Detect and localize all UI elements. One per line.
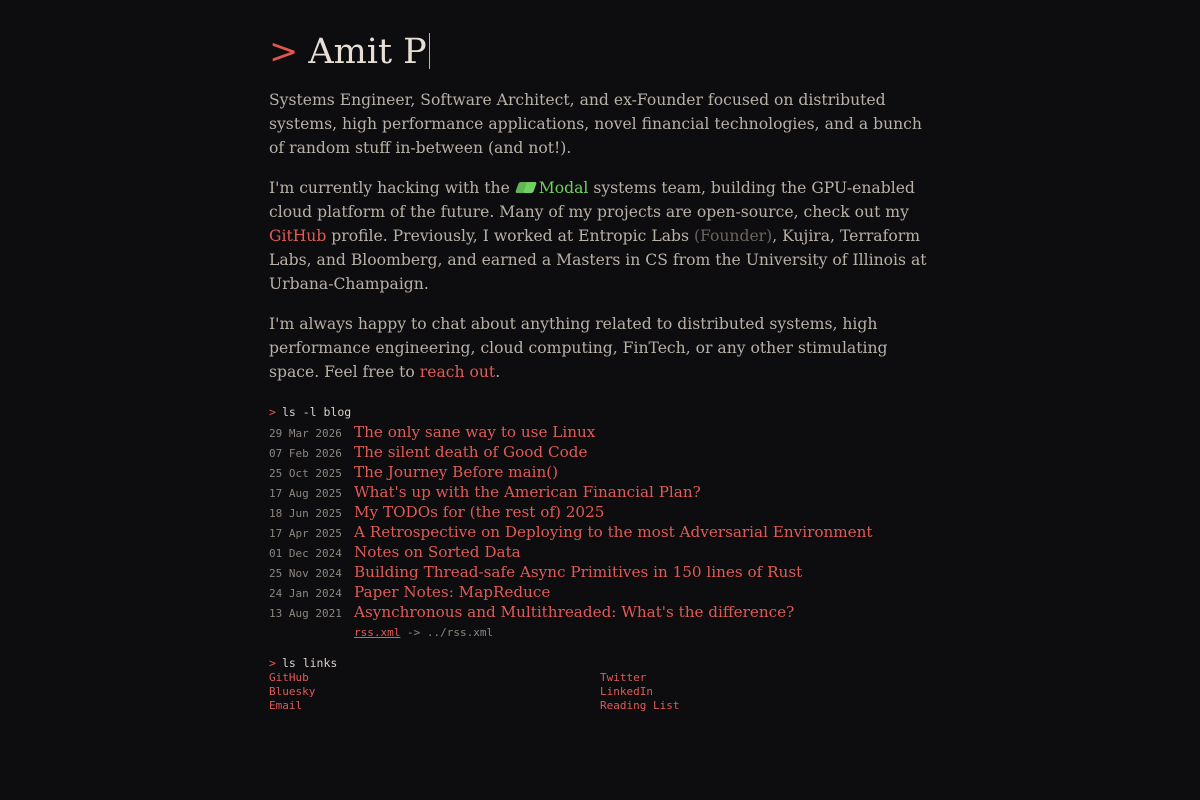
post-date: 29 Mar 2026 (269, 427, 342, 440)
post-title-link[interactable]: What's up with the American Financial Plan? (354, 483, 701, 501)
text-cursor (429, 33, 430, 69)
link-reading-list[interactable]: Reading List (600, 699, 680, 712)
post-title-link[interactable]: Building Thread-safe Async Primitives in 150 lines of Rust (354, 563, 803, 581)
bio-intro: Systems Engineer, Software Architect, and ex-Founder focused on distributed systems, high performance applications, novel financial technologies, and a bunch of random stuff in-between (and not!). (269, 91, 922, 157)
blog-post-row (269, 463, 934, 483)
page-content (269, 30, 934, 713)
bio-text: , Kujira, Terraform Labs, and Bloomberg, and earned a Masters in CS from the University of Illinois at Urbana-Champaign. (269, 227, 927, 293)
post-date: 07 Feb 2026 (269, 447, 342, 460)
post-date: 01 Dec 2024 (269, 547, 342, 560)
link-email[interactable]: Email (269, 699, 303, 712)
blog-post-row (269, 603, 934, 623)
post-title-link[interactable]: The Journey Before main() (354, 463, 559, 481)
link-bluesky[interactable]: Bluesky (269, 685, 316, 698)
blog-post-row (269, 423, 934, 443)
post-title-link[interactable]: Notes on Sorted Data (354, 543, 521, 561)
bio-text: I'm always happy to chat about anything related to distributed systems, high performance engineering, cloud computing, FinTech, or any other stimulating space. Feel free to (269, 315, 888, 381)
post-title-link[interactable]: The only sane way to use Linux (354, 423, 596, 441)
link-linkedin[interactable]: LinkedIn (600, 685, 653, 698)
author-name: Amit P (308, 32, 427, 72)
post-date: 24 Jan 2024 (269, 587, 342, 600)
link-twitter[interactable]: Twitter (600, 671, 647, 684)
rss-arrow: -> (406, 626, 421, 639)
post-date: 25 Oct 2025 (269, 467, 342, 480)
bio-text: systems team, building the GPU-enabled cloud platform of the future. Many of my projects are open-source, check out my (269, 179, 915, 221)
link-github[interactable]: GitHub (269, 671, 309, 684)
post-title-link[interactable]: The silent death of Good Code (354, 443, 588, 461)
links-command-text: ls links (281, 656, 338, 670)
blog-post-row (269, 583, 934, 603)
bio-contact (269, 312, 934, 384)
page-title (269, 30, 934, 74)
bio-text: . (495, 363, 501, 381)
bio-current-work (269, 176, 934, 296)
post-title-link[interactable]: My TODOs for (the rest of) 2025 (354, 503, 605, 521)
blog-post-row (269, 503, 934, 523)
post-title-link[interactable]: Asynchronous and Multithreaded: What's the difference? (354, 603, 795, 621)
modal-link[interactable] (515, 179, 589, 197)
modal-link-label: Modal (538, 179, 589, 197)
post-title-link[interactable]: Paper Notes: MapReduce (354, 583, 551, 601)
post-date: 17 Apr 2025 (269, 527, 342, 540)
blog-post-row (269, 443, 934, 463)
bio-text: I'm currently hacking with the (269, 179, 515, 197)
bio-text: profile. Previously, I worked at Entropic Labs (326, 227, 694, 245)
reach-out-link[interactable]: reach out (419, 363, 496, 381)
blog-post-list (269, 423, 934, 623)
links-grid (269, 671, 934, 713)
rss-link[interactable]: rss.xml (354, 626, 401, 639)
blog-post-row (269, 543, 934, 563)
modal-logo-icon (515, 181, 537, 194)
post-title-link[interactable]: A Retrospective on Deploying to the most Adversarial Environment (354, 523, 873, 541)
github-link[interactable]: GitHub (269, 227, 327, 245)
blog-command-text: ls -l blog (281, 405, 352, 419)
prompt-symbol: > (269, 656, 276, 670)
post-date: 17 Aug 2025 (269, 487, 342, 500)
founder-note: (Founder) (693, 227, 773, 245)
post-date: 25 Nov 2024 (269, 567, 342, 580)
blog-command (269, 404, 934, 420)
links-command (269, 655, 934, 671)
rss-target: ../rss.xml (426, 626, 494, 639)
blog-post-row (269, 563, 934, 583)
rss-entry (354, 626, 934, 639)
prompt-symbol: > (269, 32, 299, 72)
blog-post-row (269, 523, 934, 543)
prompt-symbol: > (269, 405, 276, 419)
post-date: 13 Aug 2021 (269, 607, 342, 620)
post-date: 18 Jun 2025 (269, 507, 342, 520)
blog-post-row (269, 483, 934, 503)
